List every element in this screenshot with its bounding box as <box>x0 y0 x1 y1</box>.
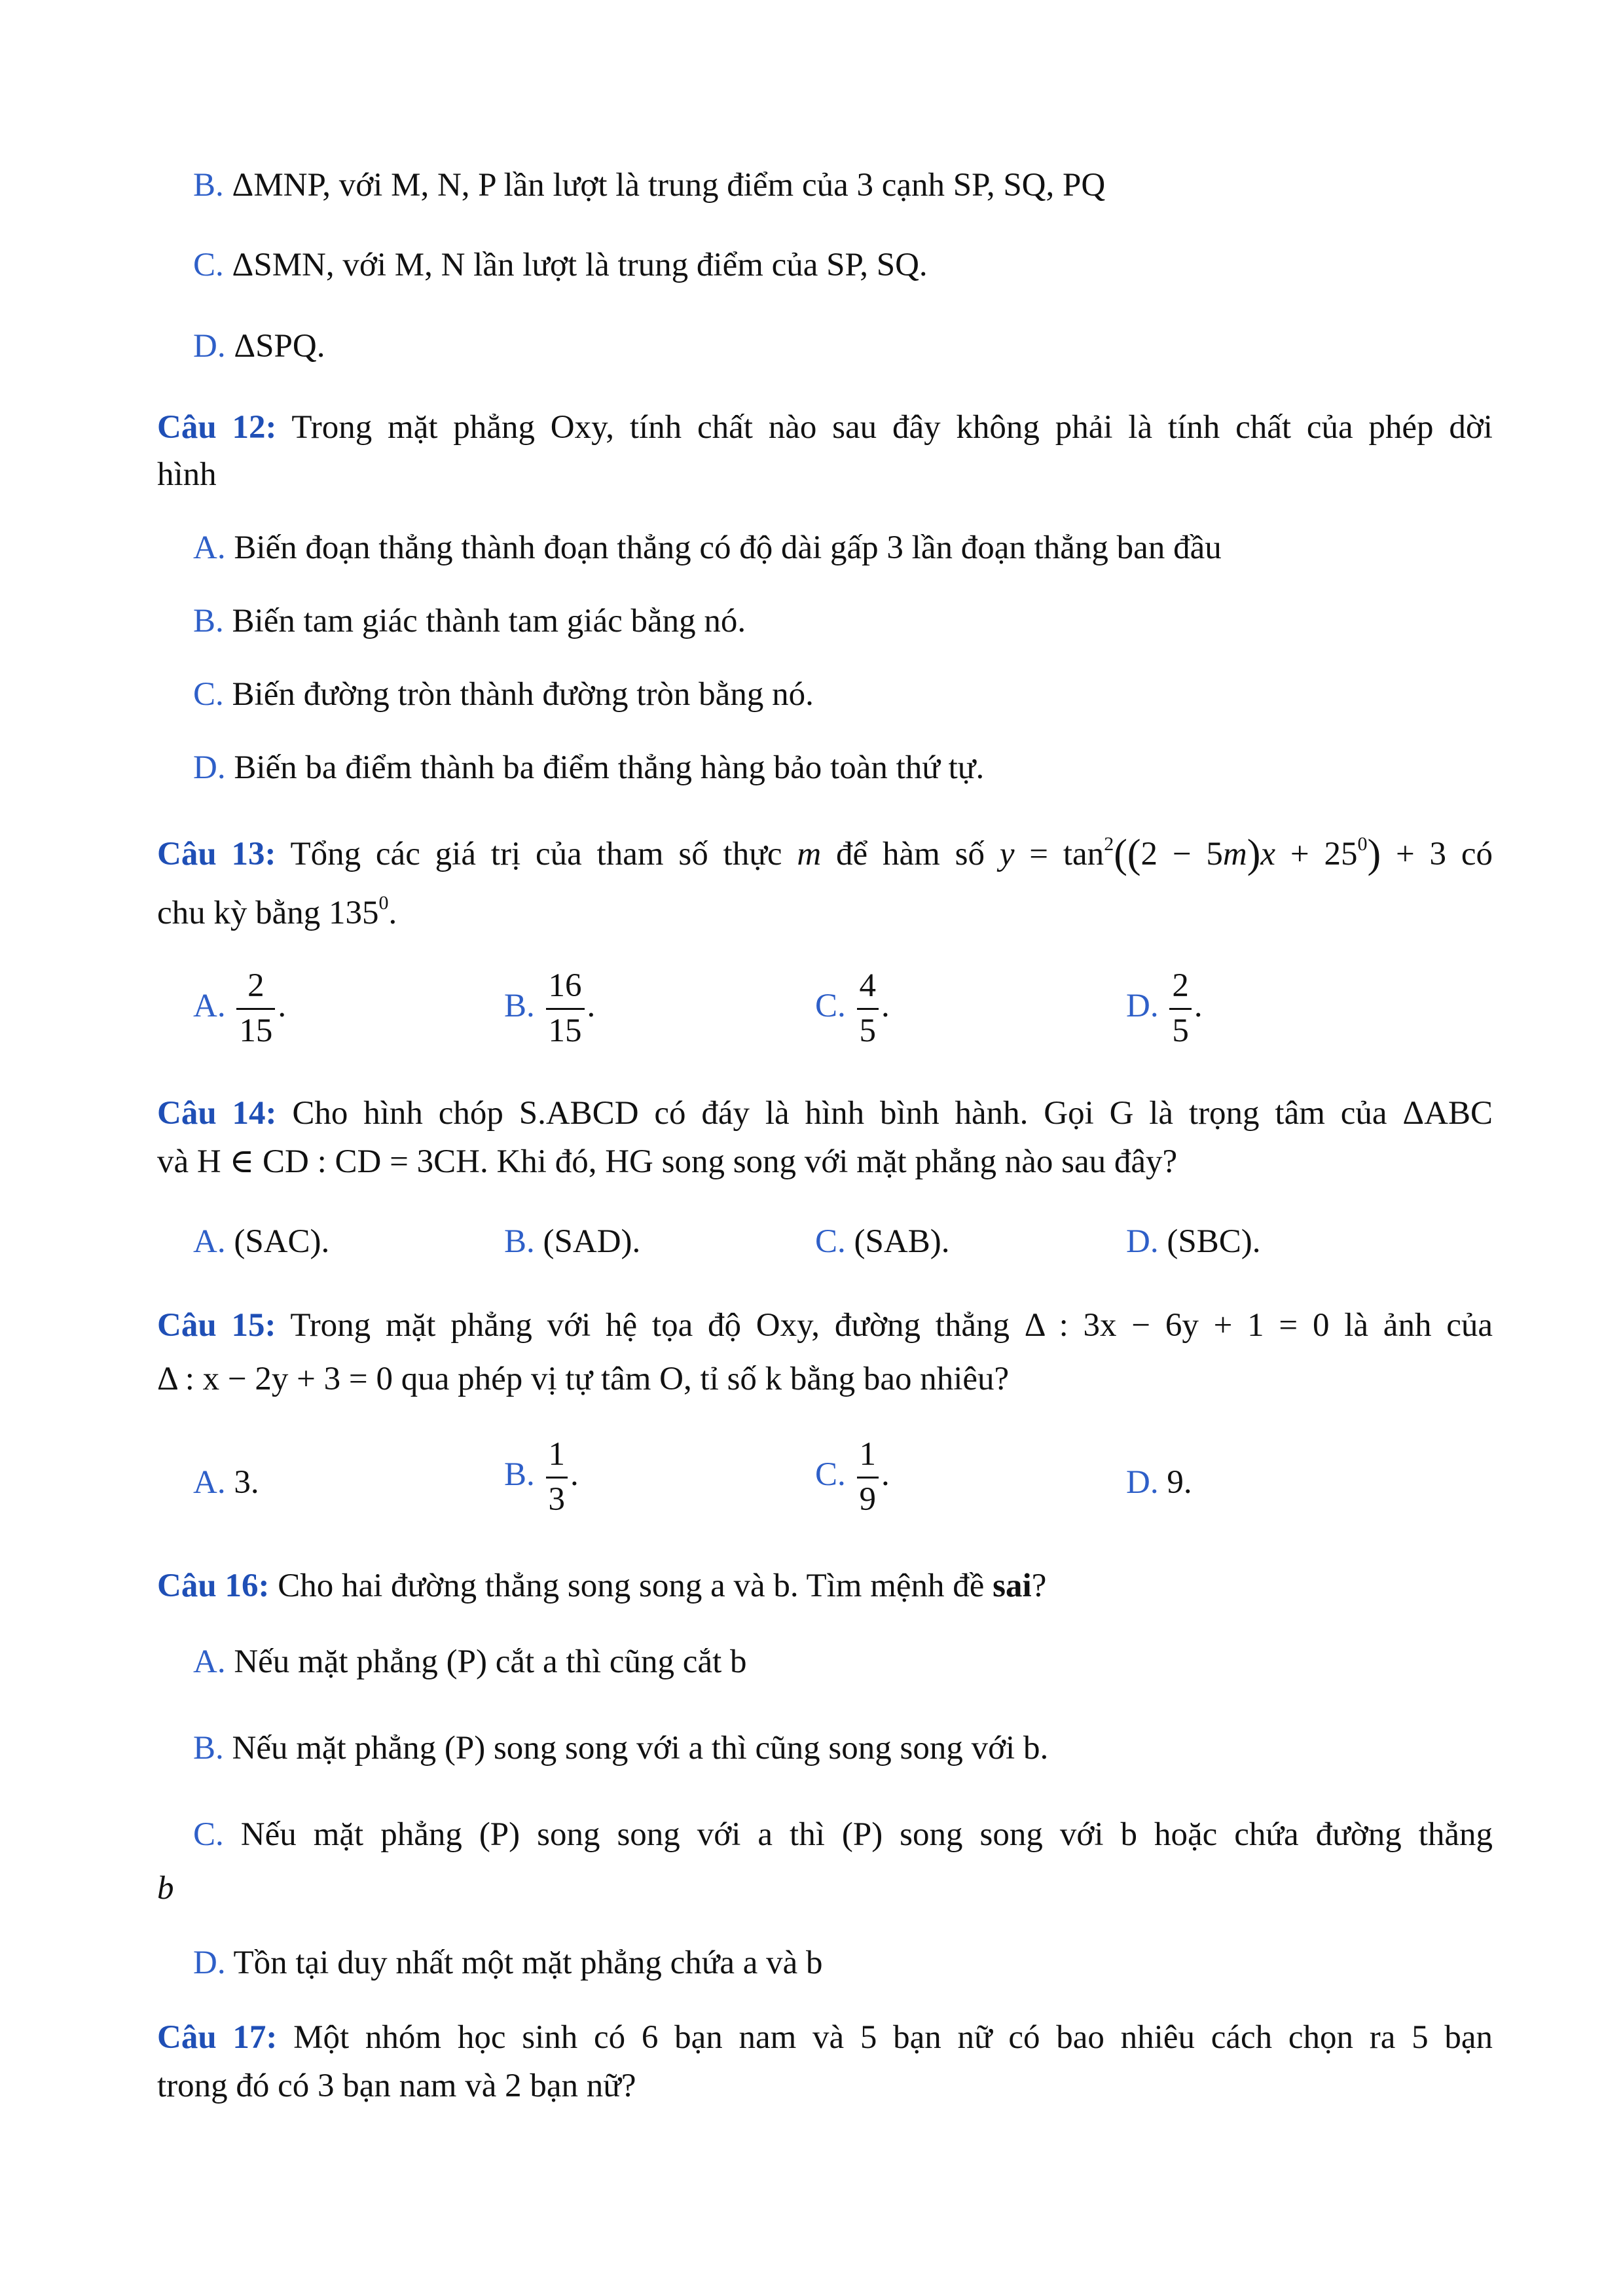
question-text: và H ∈ CD : CD = 3CH. Khi đó, HG song song với mặt phẳng nào sau đây? <box>157 1143 1178 1180</box>
question-text: Tổng các giá trị của tham số thực <box>290 836 782 872</box>
question-text: Trong mặt phẳng Oxy, tính chất nào sau đây không phải là tính chất của phép dời <box>291 409 1493 446</box>
option-label: B. <box>193 167 224 204</box>
q14-option-b <box>504 1219 640 1265</box>
q16-stem: Câu 16: Cho hai đường thẳng song song a và b. Tìm mệnh đề sai? <box>157 1568 1047 1604</box>
question-label: Câu 17: <box>157 2019 278 2056</box>
q12-option-c <box>193 672 814 718</box>
option-label: D. <box>193 328 226 365</box>
question-text: Trong mặt phẳng với hệ tọa độ Oxy, đường thẳng Δ : 3x − 6y + 1 = 0 là ảnh của <box>290 1307 1493 1344</box>
q12-stem-line-2 <box>157 452 217 498</box>
option-label: C. <box>193 247 224 283</box>
q16-option-a <box>193 1639 747 1685</box>
q14-stem-line-1 <box>157 1090 1493 1137</box>
option-text: (SAC). <box>234 1223 330 1260</box>
question-label: Câu 14: <box>157 1095 277 1132</box>
q15-option-a <box>193 1460 259 1506</box>
option-text: (SAD). <box>543 1223 641 1260</box>
option-text: ΔSPQ. <box>234 328 325 365</box>
q14-option-a <box>193 1219 329 1265</box>
option-label: A. <box>193 529 226 566</box>
q15-stem-line-2 <box>157 1356 1009 1403</box>
q16-option-c-continuation: b <box>157 1870 174 1907</box>
question-text: để hàm số <box>836 836 985 872</box>
question-text: Δ : x − 2y + 3 = 0 qua phép vị tự tâm O, tỉ số k bằng bao nhiêu? <box>157 1361 1010 1397</box>
q15-option-d <box>1126 1460 1192 1506</box>
option-label: D. <box>193 1945 226 1981</box>
q13-stem-line-1 <box>157 826 1493 883</box>
q16-option-d <box>193 1940 823 1986</box>
q17-stem-line-2 <box>157 2063 636 2109</box>
option-label: A. <box>193 1643 226 1680</box>
option-label: B. <box>504 1223 535 1260</box>
question-text: chu kỳ bằng 135 <box>157 895 379 931</box>
question-label: Câu 16: <box>157 1568 270 1604</box>
question-text: trong đó có 3 bạn nam và 2 bạn nữ? <box>157 2068 636 2104</box>
option-label: B. <box>504 987 535 1024</box>
question-text: Cho hình chóp S.ABCD có đáy là hình bình hành. Gọi G là trọng tâm của ΔABC <box>292 1095 1493 1132</box>
option-text: (SBC). <box>1167 1223 1261 1260</box>
option-label: B. <box>504 1456 535 1493</box>
q13-option-a: A. $\frac{2}{15}$ . <box>193 967 287 1049</box>
fraction: $\frac{16}{15}$ <box>546 969 585 1049</box>
option-text: Biến tam giác thành tam giác bằng nó. <box>232 603 746 639</box>
q13-stem-line-2: chu kỳ bằng $135^0$. <box>157 892 397 931</box>
option-label: B. <box>193 603 224 639</box>
question-label: Câu 12: <box>157 409 277 446</box>
option-text: Nếu mặt phẳng (P) song song với a thì cũng song song với b. <box>232 1730 1049 1767</box>
fraction: $\frac{1}{3}$ <box>546 1437 568 1517</box>
q12-option-d <box>193 745 984 791</box>
option-label: D. <box>193 749 226 786</box>
emphasis-word: sai <box>993 1568 1032 1604</box>
q15-option-c: C. $\frac{1}{9}$ . <box>815 1436 890 1518</box>
option-text: ΔSMN, với M, N lần lượt là trung điểm của SP, SQ. <box>232 247 928 283</box>
option-label: C. <box>815 1223 846 1260</box>
option-label: A. <box>193 1464 226 1501</box>
option-label: B. <box>193 1730 224 1767</box>
fraction: $\frac{4}{5}$ <box>857 969 879 1049</box>
option-text: Nếu mặt phẳng (P) cắt a thì cũng cắt b <box>234 1643 747 1680</box>
q12-option-b <box>193 598 746 645</box>
q14-stem-line-2 <box>157 1139 1177 1185</box>
option-text: ΔMNP, với M, N, P lần lượt là trung điểm của 3 cạnh SP, SQ, PQ <box>232 167 1106 204</box>
q14-option-c <box>815 1219 949 1265</box>
q15-option-b: B. $\frac{1}{3}$ . <box>504 1436 579 1518</box>
option-label: D. <box>1126 1464 1159 1501</box>
option-label: D. <box>1126 987 1159 1024</box>
question-text: hình <box>157 456 217 493</box>
function-formula: $y = \tan^2((2 - 5m)x + 25^0) + 3$ <box>999 832 1447 876</box>
option-text: 3. <box>234 1464 259 1501</box>
option-label: C. <box>193 1816 224 1853</box>
option-text: 9. <box>1167 1464 1192 1501</box>
question-label: Câu 15: <box>157 1307 276 1344</box>
question-text: Cho hai đường thẳng song song a và b. Tìm mệnh đề <box>278 1568 985 1604</box>
option-label: C. <box>193 676 224 713</box>
q11-option-b <box>193 162 1105 209</box>
option-text: Tồn tại duy nhất một mặt phẳng chứa a và b <box>233 1945 823 1981</box>
q13-option-b: B. $\frac{16}{15}$ . <box>504 967 596 1049</box>
option-label: C. <box>815 987 846 1024</box>
option-text: Biến đường tròn thành đường tròn bằng nó. <box>232 676 814 713</box>
q16-option-c <box>193 1812 1493 1858</box>
option-text: Nếu mặt phẳng (P) song song với a thì (P) song song với b hoặc chứa đường thẳng <box>240 1816 1493 1853</box>
q11-option-c <box>193 242 928 289</box>
question-text: Một nhóm học sinh có 6 bạn nam và 5 bạn nữ có bao nhiêu cách chọn ra 5 bạn <box>293 2019 1493 2056</box>
q15-stem-line-1 <box>157 1302 1493 1349</box>
option-text: Biến ba điểm thành ba điểm thẳng hàng bảo toàn thứ tự. <box>234 749 985 786</box>
option-text: Biến đoạn thẳng thành đoạn thẳng có độ dài gấp 3 lần đoạn thẳng ban đầu <box>234 529 1222 566</box>
option-label: A. <box>193 987 226 1024</box>
option-label: A. <box>193 1223 226 1260</box>
param-m: m <box>797 836 822 872</box>
option-text: (SAB). <box>854 1223 950 1260</box>
option-label: D. <box>1126 1223 1159 1260</box>
q13-option-c: C. $\frac{4}{5}$ . <box>815 967 890 1049</box>
q17-stem-line-1 <box>157 2015 1493 2061</box>
q12-option-a <box>193 525 1222 571</box>
q11-option-d <box>193 323 325 370</box>
q13-option-d: D. $\frac{2}{5}$ . <box>1126 967 1203 1049</box>
q12-stem-line-1 <box>157 404 1493 451</box>
fraction: $\frac{2}{15}$ <box>236 969 275 1049</box>
question-label: Câu 13: <box>157 836 276 872</box>
option-label: C. <box>815 1456 846 1493</box>
question-text: có <box>1461 836 1493 872</box>
fraction: $\frac{2}{5}$ <box>1169 969 1192 1049</box>
q16-option-b <box>193 1725 1048 1772</box>
q14-option-d <box>1126 1219 1260 1265</box>
fraction: $\frac{1}{9}$ <box>857 1437 879 1517</box>
